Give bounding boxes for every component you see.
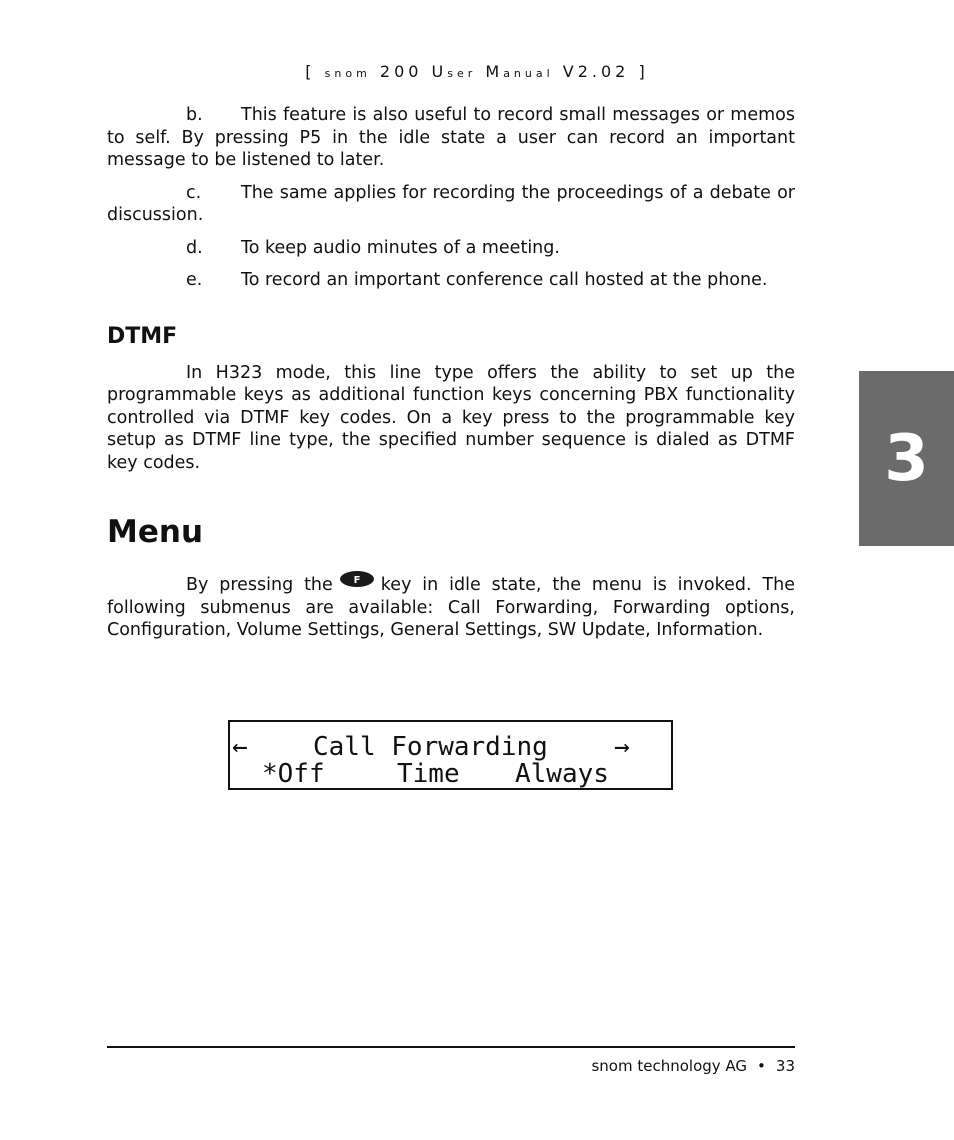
- lcd-option-always: Always: [515, 759, 609, 789]
- page-number: 33: [775, 1057, 795, 1075]
- footer-bullet: •: [757, 1057, 766, 1075]
- header-brand: snom: [324, 67, 371, 80]
- list-item-b: b. This feature is also useful to record small messages or memos to self. By pressing P5 in the idle state a user can record an important message to be listened to later.: [107, 105, 795, 170]
- dtmf-paragraph: In H323 mode, this line type offers the ability to set up the programmable keys as additional function keys concerning PBX functionality controlled via DTMF key codes. On a key press to the programmable key setup as DTMF line type, the specified number sequence is dialed as DTMF key codes.: [107, 362, 795, 473]
- lcd-title: Call Forwarding: [313, 732, 548, 762]
- page-footer: [591, 1057, 795, 1075]
- header-version: V2.02: [562, 62, 630, 81]
- lcd-option-time: Time: [397, 759, 460, 789]
- header-open-bracket: [: [305, 62, 316, 81]
- right-arrow-icon: →: [614, 732, 630, 762]
- header-model: 200: [379, 62, 423, 81]
- footer-company: snom technology AG: [591, 1057, 748, 1075]
- lcd-display: [228, 720, 673, 790]
- list-item-e: e. To record an important conference call hosted at the phone.: [186, 270, 768, 290]
- header-manual-word: Manual: [485, 62, 554, 81]
- chapter-tab: 3: [859, 371, 954, 546]
- list-item-d: d. To keep audio minutes of a meeting.: [186, 237, 560, 258]
- header-user-word: User: [431, 62, 477, 81]
- footer-divider: [107, 1046, 795, 1048]
- menu-paragraph: By pressing the F key in idle state, the menu is invoked. The following submenus are available: Call Forwarding, Forwarding options, Configuration, Volume Settings, General Settings, SW Update, Information.: [107, 570, 795, 642]
- running-header: [0, 62, 954, 81]
- lcd-title-line: [230, 732, 630, 762]
- page-content: [107, 104, 795, 652]
- svg-text:F: F: [353, 575, 361, 586]
- menu-heading: Menu: [107, 514, 204, 550]
- list-item-c: c. The same applies for recording the proceedings of a debate or discussion.: [107, 182, 795, 225]
- lcd-option-off: *Off: [262, 759, 325, 789]
- left-arrow-icon: ←: [232, 732, 248, 762]
- f-key-icon: [339, 570, 375, 595]
- lcd-options-line: [230, 759, 609, 789]
- dtmf-heading: DTMF: [107, 323, 178, 349]
- header-close-bracket: ]: [638, 62, 649, 81]
